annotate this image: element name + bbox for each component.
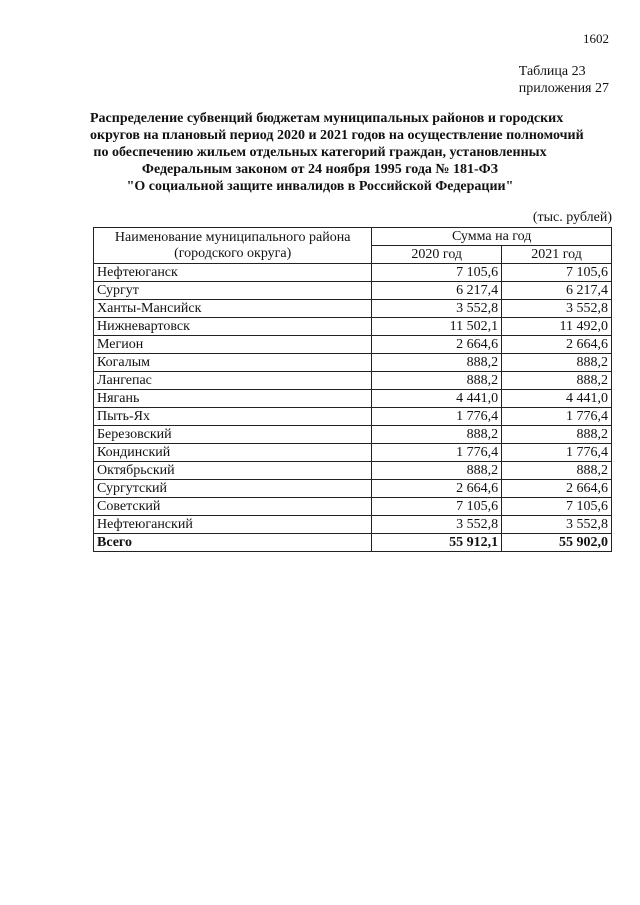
amount-2020: 4 441,0 (372, 390, 502, 408)
header-year-2021: 2021 год (502, 246, 612, 264)
table-row (94, 444, 612, 462)
page-number: 1602 (583, 31, 609, 46)
amount-2021: 3 552,8 (502, 300, 612, 318)
municipality-name: Лангепас (94, 372, 372, 390)
municipality-name: Нягань (94, 390, 372, 408)
municipality-name: Мегион (94, 336, 372, 354)
municipality-name: Советский (94, 498, 372, 516)
appendix-reference: приложения 27 (518, 81, 609, 96)
amount-2021: 11 492,0 (502, 318, 612, 336)
table-row (94, 282, 612, 300)
amount-2020: 1 776,4 (372, 444, 502, 462)
header-year-2020: 2020 год (372, 246, 502, 264)
table-row (94, 426, 612, 444)
amount-2021: 4 441,0 (502, 390, 612, 408)
municipality-name: Когалым (94, 354, 372, 372)
table-row (94, 480, 612, 498)
title-line: Федеральным законом от 24 ноября 1995 года № 181-ФЗ (141, 162, 499, 177)
table-reference (519, 63, 609, 97)
municipality-name: Сургутский (94, 480, 372, 498)
total-row (94, 534, 612, 552)
title-line: Распределение субвенций бюджетам муниципальных районов и городских (90, 111, 564, 126)
table-row (94, 390, 612, 408)
table-row (94, 354, 612, 372)
amount-2020: 7 105,6 (372, 498, 502, 516)
table-row (94, 408, 612, 426)
document-title (90, 110, 584, 195)
municipality-name: Нефтеюганск (94, 264, 372, 282)
municipality-name: Сургут (94, 282, 372, 300)
municipality-name: Березовский (94, 426, 372, 444)
header-municipality (94, 228, 372, 264)
total-2020: 55 912,1 (372, 534, 502, 552)
table-row (94, 336, 612, 354)
title-line: по обеспечению жильем отдельных категорий граждан, установленных (93, 145, 547, 160)
table-row (94, 372, 612, 390)
amount-2020: 888,2 (372, 426, 502, 444)
amount-2020: 3 552,8 (372, 300, 502, 318)
header-municipality-line1: Наименование муниципального района (114, 229, 351, 245)
amount-2021: 7 105,6 (502, 498, 612, 516)
amount-2020: 888,2 (372, 462, 502, 480)
amount-2020: 888,2 (372, 354, 502, 372)
amount-2021: 1 776,4 (502, 444, 612, 462)
municipality-name: Нижневартовск (94, 318, 372, 336)
amount-2020: 7 105,6 (372, 264, 502, 282)
table-number: Таблица 23 (518, 64, 586, 79)
total-label: Всего (94, 534, 372, 552)
header-amount-per-year: Сумма на год (372, 228, 612, 246)
amount-2021: 2 664,6 (502, 336, 612, 354)
municipality-name: Пыть-Ях (94, 408, 372, 426)
amount-2021: 888,2 (502, 462, 612, 480)
amount-2020: 2 664,6 (372, 480, 502, 498)
title-line: округов на плановый период 2020 и 2021 годов на осуществление полномочий (90, 128, 584, 143)
subvention-table (93, 227, 612, 552)
table-row (94, 516, 612, 534)
title-line: "О социальной защите инвалидов в Российской Федерации" (126, 179, 514, 194)
amount-2020: 1 776,4 (372, 408, 502, 426)
municipality-name: Октябрьский (94, 462, 372, 480)
municipality-name: Нефтеюганский (94, 516, 372, 534)
units-label: (тыс. рублей) (532, 210, 612, 225)
table-body (94, 264, 612, 552)
total-2021: 55 902,0 (502, 534, 612, 552)
municipality-name: Кондинский (94, 444, 372, 462)
amount-2021: 7 105,6 (502, 264, 612, 282)
table-row (94, 318, 612, 336)
header-municipality-line2: (городского округа) (174, 245, 292, 261)
table-row (94, 498, 612, 516)
amount-2020: 888,2 (372, 372, 502, 390)
amount-2021: 6 217,4 (502, 282, 612, 300)
amount-2020: 2 664,6 (372, 336, 502, 354)
amount-2021: 1 776,4 (502, 408, 612, 426)
amount-2021: 3 552,8 (502, 516, 612, 534)
amount-2021: 2 664,6 (502, 480, 612, 498)
amount-2021: 888,2 (502, 354, 612, 372)
table-row (94, 264, 612, 282)
municipality-name: Ханты-Мансийск (94, 300, 372, 318)
amount-2021: 888,2 (502, 372, 612, 390)
table-row (94, 462, 612, 480)
table-row (94, 300, 612, 318)
amount-2021: 888,2 (502, 426, 612, 444)
amount-2020: 3 552,8 (372, 516, 502, 534)
amount-2020: 6 217,4 (372, 282, 502, 300)
amount-2020: 11 502,1 (372, 318, 502, 336)
